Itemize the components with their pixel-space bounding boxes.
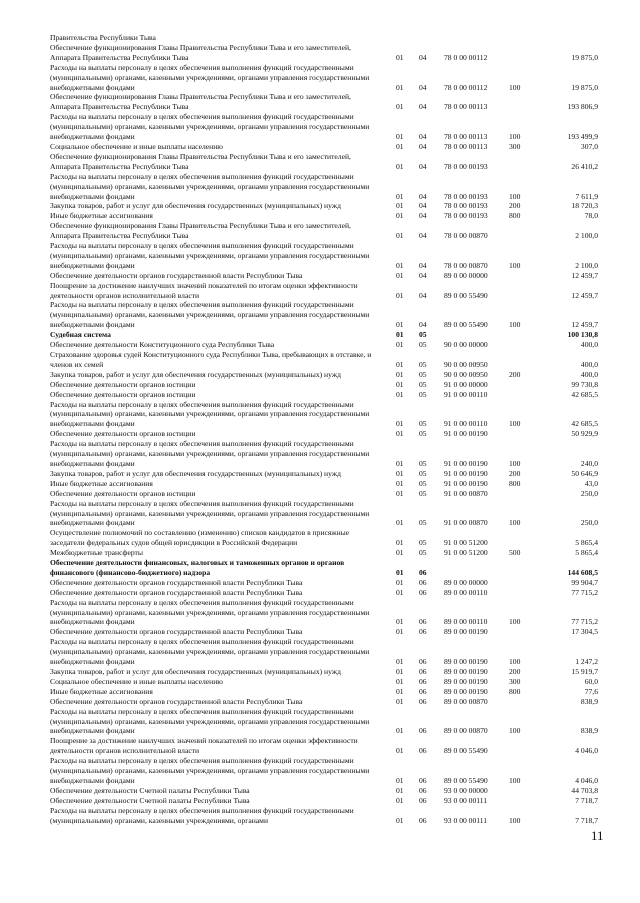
table-row <box>50 112 598 142</box>
row-section-code: 01 <box>396 696 404 706</box>
table-row <box>50 350 598 370</box>
row-section-code: 01 <box>396 478 404 488</box>
row-amount: 307,0 <box>580 141 598 151</box>
row-amount: 26 410,2 <box>571 161 598 171</box>
table-row <box>50 489 598 499</box>
row-name: Межбюджетные трансферты <box>50 548 143 558</box>
row-amount: 400,0 <box>580 369 598 379</box>
row-amount: 5 865,4 <box>575 538 598 548</box>
row-target-article: 91 0 00 00000 <box>444 379 488 389</box>
row-name: Обеспечение деятельности органов юстиции <box>50 429 196 439</box>
row-amount: 7 611,9 <box>575 191 598 201</box>
row-amount: 50 646,9 <box>571 468 598 478</box>
row-expense-type: 800 <box>509 686 521 696</box>
row-subsection-code: 06 <box>419 815 427 825</box>
row-subsection-code: 05 <box>419 340 427 350</box>
row-section-code: 01 <box>396 191 404 201</box>
row-section-code: 01 <box>396 795 404 805</box>
row-amount: 400,0 <box>580 359 598 369</box>
row-amount: 2 100,0 <box>575 231 598 241</box>
table-row <box>50 43 598 63</box>
row-section-code: 01 <box>396 627 404 637</box>
row-name: Расходы на выплаты персоналу в целях обеспечения выполнения функций государственными (муниципальными) органами, казенными учреждениями, органами управления государственными внебюджетными фондами <box>50 706 370 736</box>
table-row <box>50 528 598 548</box>
row-section-code: 01 <box>396 686 404 696</box>
row-subsection-code: 05 <box>419 458 427 468</box>
row-expense-type: 300 <box>509 676 521 686</box>
row-target-article: 89 0 00 55490 <box>444 775 488 785</box>
row-target-article: 89 0 00 00190 <box>444 657 488 667</box>
row-target-article: 89 0 00 00190 <box>444 627 488 637</box>
row-amount: 99 904,7 <box>571 577 598 587</box>
row-amount: 838,9 <box>580 696 598 706</box>
row-name: Расходы на выплаты персоналу в целях обеспечения выполнения функций государственными (муниципальными) органами, казенными учреждениями, органами управления государственными внебюджетными фондами <box>50 241 370 270</box>
row-expense-type: 500 <box>509 548 521 558</box>
row-amount: 400,0 <box>580 340 598 350</box>
row-section-code: 01 <box>396 379 404 389</box>
row-subsection-code: 06 <box>419 577 427 587</box>
row-name: Расходы на выплаты персоналу в целях обеспечения выполнения функций государственными (муниципальными) органами, казенными учреждениями, органами <box>50 805 354 825</box>
row-name: Расходы на выплаты персоналу в целях обеспечения выполнения функций государственными (муниципальными) органами, казенными учреждениями, органами управления государственными внебюджетными фондами <box>50 756 370 785</box>
table-row <box>50 241 598 271</box>
table-row <box>50 578 598 588</box>
table-row <box>50 697 598 707</box>
row-name: Расходы на выплаты персоналу в целях обеспечения выполнения функций государственными (муниципальными) органами, казенными учреждениями, органами управления государственными внебюджетными фондами <box>50 439 370 468</box>
row-section-code: 01 <box>396 676 404 686</box>
row-section-code: 01 <box>396 359 404 369</box>
row-target-article: 89 0 00 00110 <box>444 587 488 597</box>
row-subsection-code: 04 <box>419 141 427 151</box>
row-name: Обеспечение деятельности органов государственной власти Республики Тыва <box>50 577 303 587</box>
row-name: Поощрение за достижение наилучших значений показателей по итогам оценки эффективности деятельности органов исполнительной власти <box>50 736 358 756</box>
row-section-code: 01 <box>396 340 404 350</box>
row-target-article: 89 0 00 00870 <box>444 726 488 736</box>
row-subsection-code: 05 <box>419 488 427 498</box>
row-section-code: 01 <box>396 201 404 211</box>
row-name: Осуществление полномочий по составлению (изменению) списков кандидатов в присяжные заседатели федеральных судов общей юрисдикции в Российской Федерации <box>50 528 350 548</box>
row-subsection-code: 04 <box>419 52 427 62</box>
row-amount: 4 046,0 <box>575 746 598 756</box>
row-amount: 78,0 <box>584 211 598 221</box>
table-row <box>50 548 598 558</box>
row-target-article: 78 0 00 00112 <box>444 52 488 62</box>
row-section-code: 01 <box>396 667 404 676</box>
row-subsection-code: 06 <box>419 746 427 756</box>
row-section-code: 01 <box>396 785 404 795</box>
row-target-article: 89 0 00 55490 <box>444 290 488 300</box>
table-row <box>50 499 598 529</box>
row-name: Обеспечение деятельности органов юстиции <box>50 488 196 498</box>
row-section-code: 01 <box>396 52 404 62</box>
row-subsection-code: 04 <box>419 211 427 221</box>
row-subsection-code: 06 <box>419 587 427 597</box>
table-row <box>50 637 598 667</box>
row-name: Расходы на выплаты персоналу в целях обеспечения выполнения функций государственными (муниципальными) органами, казенными учреждениями, органами управления государственными внебюджетными фондами <box>50 171 370 201</box>
row-name: Правительства Республики Тыва <box>50 33 156 42</box>
row-name: Обеспечение деятельности органов юстиции <box>50 379 196 389</box>
row-section-code: 01 <box>396 567 404 577</box>
row-name: Иные бюджетные ассигнования <box>50 211 153 221</box>
table-row <box>50 33 598 43</box>
row-subsection-code: 06 <box>419 795 427 805</box>
row-subsection-code: 04 <box>419 290 427 300</box>
row-amount: 19 875,0 <box>571 82 598 92</box>
row-expense-type: 100 <box>509 260 521 270</box>
row-subsection-code: 06 <box>419 567 427 577</box>
row-amount: 17 304,5 <box>571 627 598 637</box>
row-name: Закупка товаров, работ и услуг для обеспечения государственных (муниципальных) нужд <box>50 468 341 478</box>
row-target-article: 89 0 00 00190 <box>444 676 488 686</box>
row-target-article: 91 0 00 00190 <box>444 478 488 488</box>
row-target-article: 89 0 00 00110 <box>444 617 488 627</box>
row-amount: 12 459,7 <box>571 270 598 280</box>
row-expense-type: 100 <box>509 419 521 429</box>
table-row <box>50 172 598 202</box>
row-section-code: 01 <box>396 260 404 270</box>
row-section-code: 01 <box>396 746 404 756</box>
row-subsection-code: 05 <box>419 548 427 558</box>
row-target-article: 78 0 00 00113 <box>444 141 488 151</box>
row-name: Судебная система <box>50 330 111 340</box>
row-target-article: 91 0 00 00110 <box>444 419 488 429</box>
table-row <box>50 558 598 578</box>
row-target-article: 91 0 00 00190 <box>444 429 488 439</box>
table-row <box>50 736 598 756</box>
row-amount: 250,0 <box>580 488 598 498</box>
row-subsection-code: 04 <box>419 260 427 270</box>
row-amount: 77 715,2 <box>571 587 598 597</box>
table-row <box>50 201 598 211</box>
table-row <box>50 221 598 241</box>
row-name: Поощрение за достижение наилучших значений показателей по итогам оценки эффективности деятельности органов исполнительной власти <box>50 280 358 300</box>
row-name: Расходы на выплаты персоналу в целях обеспечения выполнения функций государственными (муниципальными) органами, казенными учреждениями, органами управления государственными внебюджетными фондами <box>50 597 370 627</box>
row-target-article: 89 0 00 00190 <box>444 686 488 696</box>
table-row <box>50 786 598 796</box>
row-amount: 43,0 <box>584 478 598 488</box>
row-name: Обеспечение функционирования Главы Правительства Республики Тыва и его заместителей, Аппарата Правительства Республики Тыва <box>50 42 351 62</box>
row-target-article: 91 0 00 00190 <box>444 458 488 468</box>
row-name: Обеспечение функционирования Главы Правительства Республики Тыва и его заместителей, Аппарата Правительства Республики Тыва <box>50 221 351 241</box>
row-subsection-code: 05 <box>419 429 427 439</box>
row-subsection-code: 05 <box>419 468 427 478</box>
row-name: Расходы на выплаты персоналу в целях обеспечения выполнения функций государственными (муниципальными) органами, казенными учреждениями, органами управления государственными внебюджетными фондами <box>50 62 370 92</box>
row-section-code: 01 <box>396 290 404 300</box>
row-subsection-code: 04 <box>419 161 427 171</box>
row-subsection-code: 04 <box>419 102 427 112</box>
row-name: Обеспечение деятельности Конституционного суда Республики Тыва <box>50 340 275 350</box>
row-target-article: 89 0 00 00000 <box>444 270 488 280</box>
row-amount: 15 919,7 <box>571 667 598 676</box>
row-name: Закупка товаров, работ и услуг для обеспечения государственных (муниципальных) нужд <box>50 201 341 211</box>
row-name: Иные бюджетные ассигнования <box>50 478 153 488</box>
row-expense-type: 100 <box>509 518 521 528</box>
row-target-article: 89 0 00 00000 <box>444 577 488 587</box>
row-amount: 5 865,4 <box>575 548 598 558</box>
row-subsection-code: 06 <box>419 726 427 736</box>
row-expense-type: 100 <box>509 132 521 142</box>
row-expense-type: 100 <box>509 775 521 785</box>
row-amount: 50 929,9 <box>571 429 598 439</box>
row-subsection-code: 05 <box>419 330 427 340</box>
table-row <box>50 400 598 430</box>
table-row <box>50 756 598 786</box>
budget-table <box>50 33 598 826</box>
row-target-article: 78 0 00 00113 <box>444 132 488 142</box>
row-name: Обеспечение деятельности Счетной палаты Республики Тыва <box>50 795 250 805</box>
row-subsection-code: 05 <box>419 518 427 528</box>
row-name: Закупка товаров, работ и услуг для обеспечения государственных (муниципальных) нужд <box>50 369 341 379</box>
table-row <box>50 429 598 439</box>
row-section-code: 01 <box>396 468 404 478</box>
row-amount: 2 100,0 <box>575 260 598 270</box>
row-subsection-code: 04 <box>419 191 427 201</box>
row-subsection-code: 04 <box>419 270 427 280</box>
row-amount: 7 718,7 <box>575 815 598 825</box>
row-amount: 193 499,9 <box>567 132 598 142</box>
row-section-code: 01 <box>396 231 404 241</box>
row-name: Иные бюджетные ассигнования <box>50 686 153 696</box>
table-row <box>50 479 598 489</box>
row-target-article: 91 0 00 00870 <box>444 488 488 498</box>
row-amount: 7 718,7 <box>575 795 598 805</box>
row-amount: 12 459,7 <box>571 290 598 300</box>
row-expense-type: 100 <box>509 726 521 736</box>
row-expense-type: 100 <box>509 657 521 667</box>
row-expense-type: 100 <box>509 458 521 468</box>
row-subsection-code: 06 <box>419 785 427 795</box>
table-row <box>50 796 598 806</box>
row-section-code: 01 <box>396 389 404 399</box>
row-expense-type: 800 <box>509 211 521 221</box>
row-amount: 42 685,5 <box>571 419 598 429</box>
row-amount: 240,0 <box>580 458 598 468</box>
row-amount: 838,9 <box>580 726 598 736</box>
table-row <box>50 63 598 93</box>
row-section-code: 01 <box>396 429 404 439</box>
row-target-article: 78 0 00 00193 <box>444 211 488 221</box>
row-amount: 193 806,9 <box>567 102 598 112</box>
row-amount: 18 720,3 <box>571 201 598 211</box>
row-expense-type: 800 <box>509 478 521 488</box>
row-section-code: 01 <box>396 726 404 736</box>
table-row <box>50 92 598 112</box>
row-expense-type: 200 <box>509 369 521 379</box>
row-name: Социальное обеспечение и иные выплаты населению <box>50 676 223 686</box>
row-expense-type: 100 <box>509 191 521 201</box>
row-section-code: 01 <box>396 369 404 379</box>
row-name: Обеспечение деятельности органов государственной власти Республики Тыва <box>50 696 303 706</box>
row-target-article: 93 0 00 00111 <box>444 815 488 825</box>
row-section-code: 01 <box>396 488 404 498</box>
row-expense-type: 100 <box>509 82 521 92</box>
table-row <box>50 370 598 380</box>
row-section-code: 01 <box>396 775 404 785</box>
row-expense-type: 300 <box>509 141 521 151</box>
table-row <box>50 142 598 152</box>
row-name: Социальное обеспечение и иные выплаты населению <box>50 141 223 151</box>
row-subsection-code: 05 <box>419 478 427 488</box>
row-subsection-code: 05 <box>419 359 427 369</box>
row-section-code: 01 <box>396 548 404 558</box>
row-amount: 144 608,5 <box>567 567 598 577</box>
row-target-article: 78 0 00 00193 <box>444 201 488 211</box>
row-subsection-code: 05 <box>419 379 427 389</box>
row-name: Обеспечение функционирования Главы Правительства Республики Тыва и его заместителей, Аппарата Правительства Республики Тыва <box>50 92 351 112</box>
table-row <box>50 300 598 330</box>
row-amount: 44 703,8 <box>571 785 598 795</box>
row-amount: 60,0 <box>584 676 598 686</box>
row-subsection-code: 04 <box>419 132 427 142</box>
row-subsection-code: 06 <box>419 627 427 637</box>
row-expense-type: 100 <box>509 815 521 825</box>
table-row <box>50 687 598 697</box>
row-target-article: 90 0 00 00000 <box>444 340 488 350</box>
row-expense-type: 200 <box>509 667 521 676</box>
row-section-code: 01 <box>396 270 404 280</box>
row-target-article: 78 0 00 00113 <box>444 102 488 112</box>
row-subsection-code: 06 <box>419 667 427 676</box>
row-target-article: 91 0 00 51200 <box>444 538 488 548</box>
row-target-article: 93 0 00 00111 <box>444 795 488 805</box>
row-amount: 4 046,0 <box>575 775 598 785</box>
table-row <box>50 598 598 628</box>
table-row <box>50 677 598 687</box>
row-section-code: 01 <box>396 617 404 627</box>
row-amount: 1 247,2 <box>575 657 598 667</box>
row-name: Обеспечение деятельности органов государственной власти Республики Тыва <box>50 270 303 280</box>
row-amount: 77,6 <box>584 686 598 696</box>
row-target-article: 89 0 00 55490 <box>444 746 488 756</box>
row-section-code: 01 <box>396 330 404 340</box>
row-target-article: 78 0 00 00112 <box>444 82 488 92</box>
row-section-code: 01 <box>396 419 404 429</box>
row-section-code: 01 <box>396 161 404 171</box>
row-name: Расходы на выплаты персоналу в целях обеспечения выполнения функций государственными (муниципальными) органами, казенными учреждениями, органами управления государственными внебюджетными фондами <box>50 498 370 528</box>
row-target-article: 78 0 00 00870 <box>444 231 488 241</box>
row-amount: 19 875,0 <box>571 52 598 62</box>
row-subsection-code: 06 <box>419 676 427 686</box>
row-name: Расходы на выплаты персоналу в целях обеспечения выполнения функций государственными (муниципальными) органами, казенными учреждениями, органами управления государственными внебюджетными фондами <box>50 399 370 429</box>
row-section-code: 01 <box>396 458 404 468</box>
row-target-article: 89 0 00 00190 <box>444 667 488 676</box>
row-name: Обеспечение деятельности органов государственной власти Республики Тыва <box>50 587 303 597</box>
row-subsection-code: 05 <box>419 369 427 379</box>
row-expense-type: 200 <box>509 468 521 478</box>
row-subsection-code: 06 <box>419 657 427 667</box>
table-row <box>50 390 598 400</box>
row-section-code: 01 <box>396 538 404 548</box>
table-row <box>50 271 598 281</box>
row-name: Обеспечение деятельности органов государственной власти Республики Тыва <box>50 627 303 637</box>
row-expense-type: 100 <box>509 617 521 627</box>
row-amount: 100 130,8 <box>567 330 598 340</box>
row-subsection-code: 06 <box>419 696 427 706</box>
row-name: Закупка товаров, работ и услуг для обеспечения государственных (муниципальных) нужд <box>50 667 341 676</box>
row-section-code: 01 <box>396 815 404 825</box>
row-target-article: 78 0 00 00870 <box>444 260 488 270</box>
row-amount: 77 715,2 <box>571 617 598 627</box>
table-row <box>50 588 598 598</box>
row-name: Расходы на выплаты персоналу в целях обеспечения выполнения функций государственными (муниципальными) органами, казенными учреждениями, органами управления государственными внебюджетными фондами <box>50 637 370 667</box>
table-row <box>50 469 598 479</box>
row-name: Обеспечение деятельности финансовых, налоговых и таможенных органов и органов финансового (финансово-бюджетного) надзора <box>50 558 345 577</box>
row-amount: 12 459,7 <box>571 320 598 330</box>
table-row <box>50 707 598 737</box>
row-section-code: 01 <box>396 577 404 587</box>
row-target-article: 91 0 00 00190 <box>444 468 488 478</box>
table-row <box>50 439 598 469</box>
row-subsection-code: 04 <box>419 320 427 330</box>
row-subsection-code: 05 <box>419 538 427 548</box>
row-name: Расходы на выплаты персоналу в целях обеспечения выполнения функций государственными (муниципальными) органами, казенными учреждениями, органами управления государственными внебюджетными фондами <box>50 112 370 142</box>
row-expense-type: 200 <box>509 201 521 211</box>
row-subsection-code: 05 <box>419 419 427 429</box>
row-name: Страхование здоровья судей Конституционного суда Республики Тыва, пребывающих в отставке, и членов их семей <box>50 350 372 369</box>
row-target-article: 90 0 00 00950 <box>444 369 488 379</box>
row-amount: 99 730,8 <box>571 379 598 389</box>
row-section-code: 01 <box>396 518 404 528</box>
row-subsection-code: 06 <box>419 686 427 696</box>
row-name: Расходы на выплаты персоналу в целях обеспечения выполнения функций государственными (муниципальными) органами, казенными учреждениями, органами управления государственными внебюджетными фондами <box>50 300 370 330</box>
row-target-article: 91 0 00 51200 <box>444 548 488 558</box>
table-row <box>50 667 598 677</box>
table-row <box>50 806 598 826</box>
row-subsection-code: 05 <box>419 389 427 399</box>
row-section-code: 01 <box>396 587 404 597</box>
row-amount: 250,0 <box>580 518 598 528</box>
row-target-article: 90 0 00 00950 <box>444 359 488 369</box>
row-subsection-code: 04 <box>419 231 427 241</box>
row-section-code: 01 <box>396 82 404 92</box>
row-section-code: 01 <box>396 132 404 142</box>
row-target-article: 89 0 00 00870 <box>444 696 488 706</box>
row-target-article: 91 0 00 00870 <box>444 518 488 528</box>
row-target-article: 78 0 00 00193 <box>444 191 488 201</box>
row-section-code: 01 <box>396 320 404 330</box>
row-expense-type: 100 <box>509 320 521 330</box>
row-amount: 42 685,5 <box>571 389 598 399</box>
row-section-code: 01 <box>396 211 404 221</box>
table-row <box>50 211 598 221</box>
table-row <box>50 627 598 637</box>
row-name: Обеспечение деятельности Счетной палаты Республики Тыва <box>50 785 250 795</box>
page-number: 11 <box>591 828 604 843</box>
table-row <box>50 340 598 350</box>
row-target-article: 89 0 00 55490 <box>444 320 488 330</box>
row-section-code: 01 <box>396 141 404 151</box>
row-name: Обеспечение деятельности органов юстиции <box>50 389 196 399</box>
table-row <box>50 380 598 390</box>
row-section-code: 01 <box>396 102 404 112</box>
row-target-article: 91 0 00 00110 <box>444 389 488 399</box>
row-target-article: 78 0 00 00193 <box>444 161 488 171</box>
row-section-code: 01 <box>396 657 404 667</box>
row-subsection-code: 06 <box>419 775 427 785</box>
row-subsection-code: 06 <box>419 617 427 627</box>
row-subsection-code: 04 <box>419 82 427 92</box>
table-row <box>50 281 598 301</box>
row-name: Обеспечение функционирования Главы Правительства Республики Тыва и его заместителей, Аппарата Правительства Республики Тыва <box>50 151 351 171</box>
row-target-article: 93 0 00 00000 <box>444 785 488 795</box>
row-subsection-code: 04 <box>419 201 427 211</box>
table-row <box>50 330 598 340</box>
table-row <box>50 152 598 172</box>
